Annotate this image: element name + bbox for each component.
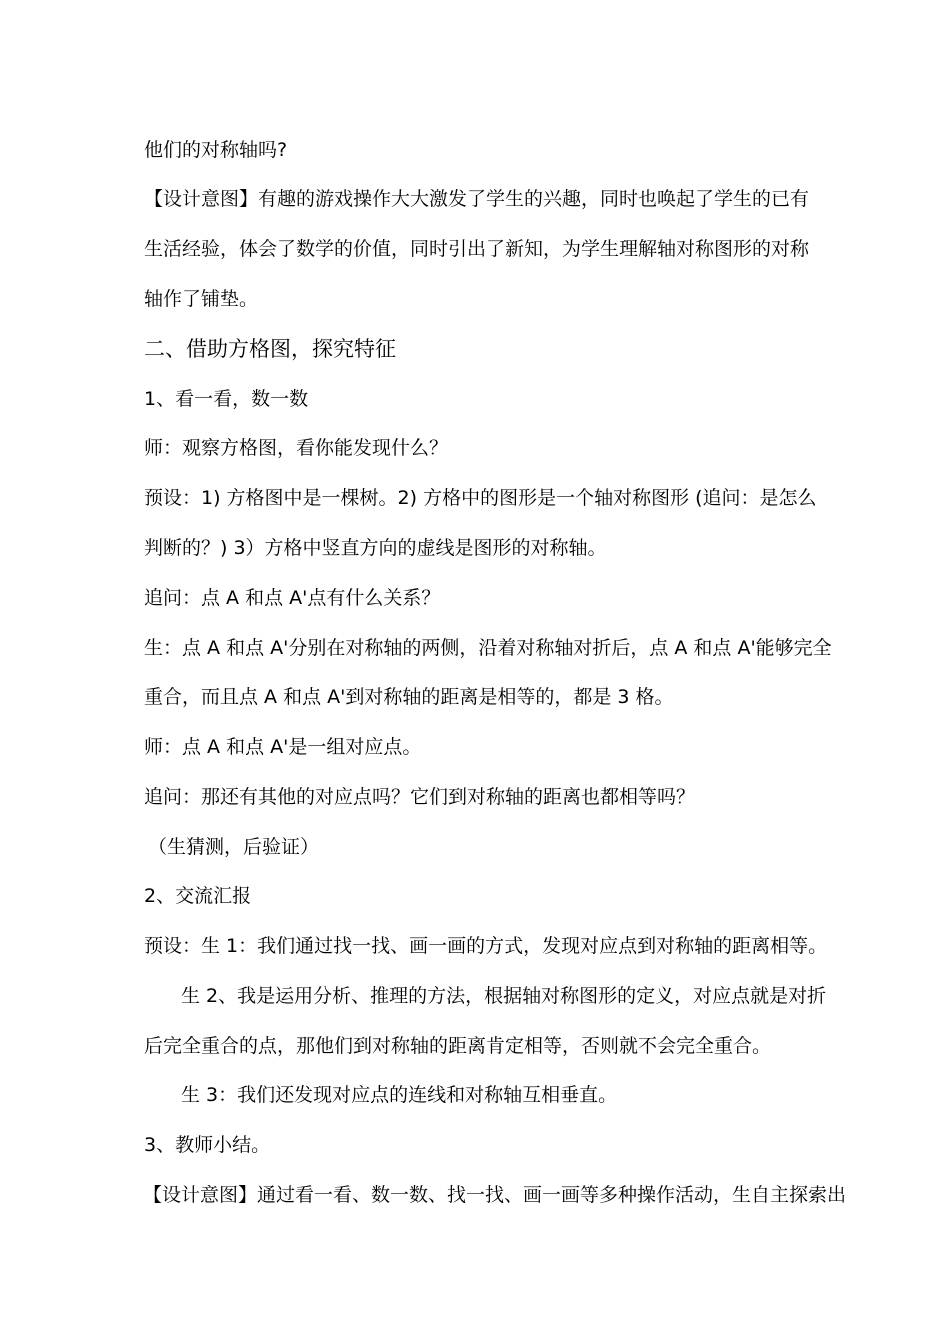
text-line: 【设计意图】有趣的游戏操作大大激发了学生的兴趣，同时也唤起了学生的已有 [144,188,810,210]
text-line: 预设：生 1：我们通过找一找、画一画的方式，发现对应点到对称轴的距离相等。 [144,935,828,957]
text-line: 生活经验，体会了数学的价值，同时引出了新知，为学生理解轴对称图形的对称 [144,238,810,260]
text-line: 预设：1) 方格图中是一棵树。2) 方格中的图形是一个轴对称图形 (追问：是怎么 [144,487,817,509]
subsection-heading: 1、看一看，数一数 [144,388,309,410]
section-heading: 二、借助方格图，探究特征 [144,337,396,361]
text-line: 生：点 A 和点 A'分别在对称轴的两侧，沿着对称轴对折后，点 A 和点 A'能够完全 [144,637,832,659]
text-line: 追问：那还有其他的对应点吗？它们到对称轴的距离也都相等吗？ [144,786,696,808]
subsection-heading: 3、教师小结。 [144,1134,271,1156]
text-line: 师：点 A 和点 A'是一组对应点。 [144,736,422,758]
text-line: 他们的对称轴吗? [144,139,288,161]
text-line: 生 3：我们还发现对应点的连线和对称轴互相垂直。 [181,1084,618,1106]
text-line: 重合，而且点 A 和点 A'到对称轴的距离是相等的，都是 3 格。 [144,686,674,708]
text-line: 【设计意图】通过看一看、数一数、找一找、画一画等多种操作活动，生自主探索出 [143,1184,847,1206]
text-line: 追问：点 A 和点 A'点有什么关系？ [144,587,441,609]
text-line: （生猜测，后验证） [148,836,320,858]
subsection-heading: 2、交流汇报 [144,885,252,907]
text-line: 轴作了铺垫。 [144,288,259,310]
text-line: 判断的？) 3）方格中竖直方向的虚线是图形的对称轴。 [144,537,607,559]
text-line: 师：观察方格图，看你能发现什么？ [144,437,449,459]
text-line: 后完全重合的点，那他们到对称轴的距离肯定相等，否则就不会完全重合。 [144,1035,772,1057]
text-line: 生 2、我是运用分析、推理的方法，根据轴对称图形的定义，对应点就是对折 [181,985,827,1007]
